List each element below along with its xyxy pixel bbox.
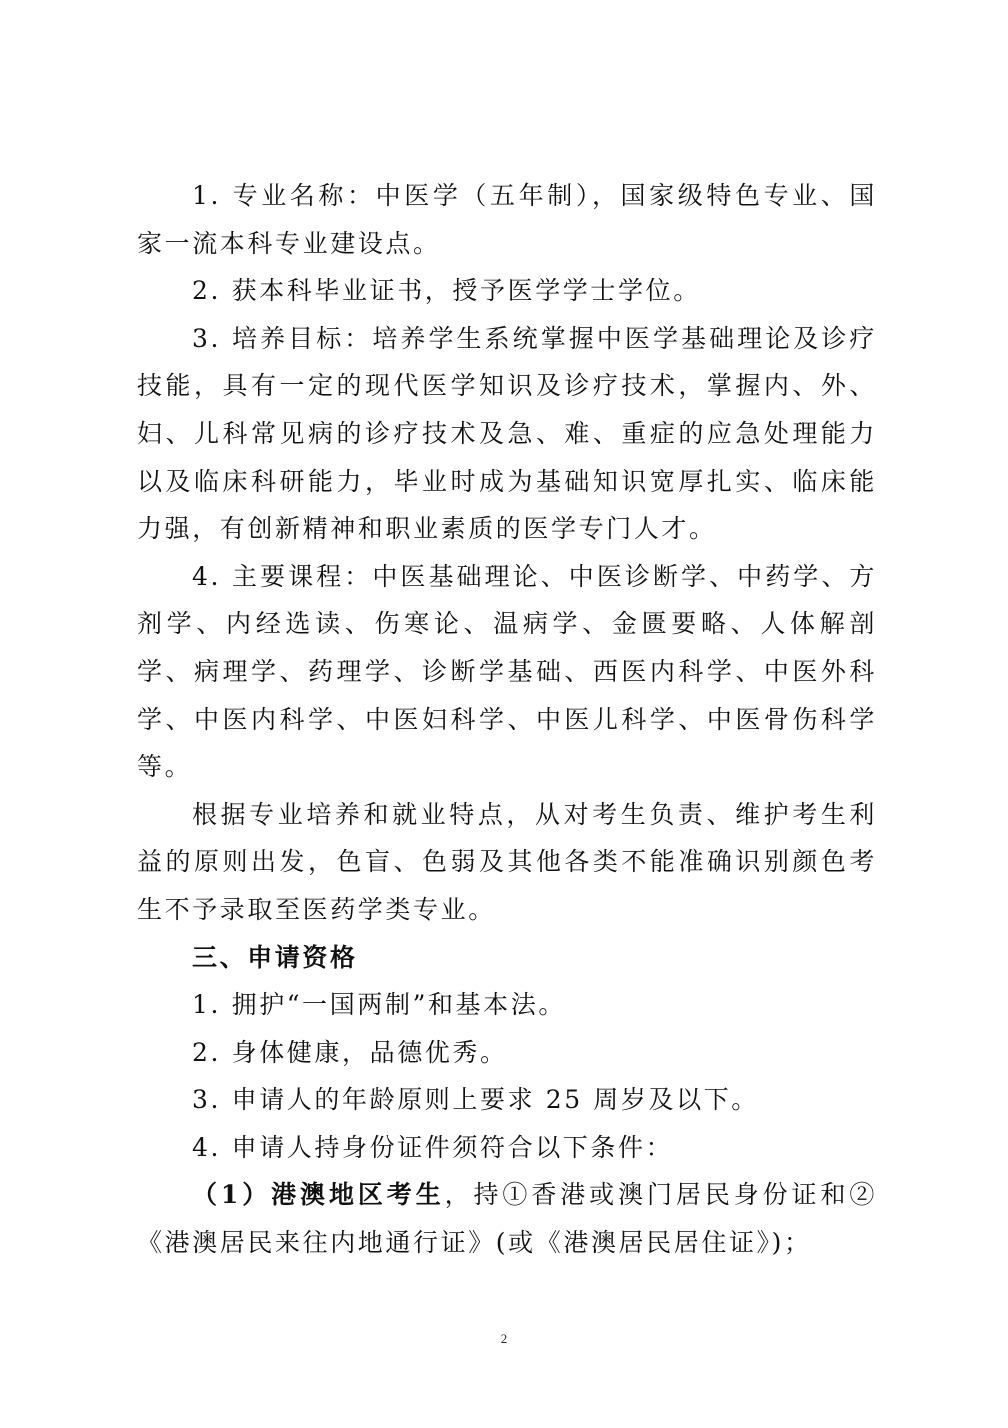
paragraph-color-vision-note: 根据专业培养和就业特点，从对考生负责、维护考生利益的原则出发，色盲、色弱及其他各类不能准确识别颜色考生不予录取至医药学类专业。 [137,799,877,924]
paragraph-training-goal: 3. 培养目标：培养学生系统掌握中医学基础理论及诊疗技能，具有一定的现代医学知识及诊疗技术，掌握内、外、妇、儿科常见病的诊疗技术及急、难、重症的应急处理能力以及临床科研能力，毕业时成为基础知识宽厚扎实、临床能力强，有创新精神和职业素质的医学专门人才。 [137,323,877,544]
hk-macao-candidates-text: ，持①香港或澳门居民身份证和②《港澳居民来往内地通行证》(或《港澳居民居住证》)； [137,1180,877,1258]
eligibility-item-2: 2. 身体健康，品德优秀。 [192,1037,508,1067]
eligibility-item-1: 1. 拥护“一国两制”和基本法。 [192,990,566,1020]
eligibility-item-3: 3. 申请人的年龄原则上要求 25 周岁及以下。 [192,1085,759,1115]
section-heading-eligibility: 三、申请资格 [192,942,358,972]
hk-macao-candidates-label: （1）港澳地区考生 [192,1180,445,1210]
hk-macao-candidates-paragraph [137,1171,877,1266]
eligibility-item-4: 4. 申请人持身份证件须符合以下条件： [192,1132,674,1162]
paragraph-main-courses: 4. 主要课程：中医基础理论、中医诊断学、中药学、方剂学、内经选读、伤寒论、温病学、金匮要略、人体解剖学、病理学、药理学、诊断学基础、西医内科学、中医外科学、中医内科学、中医妇科学、中医儿科学、中医骨伤科学等。 [137,561,877,782]
paragraph-major-name: 1. 专业名称：中医学（五年制），国家级特色专业、国家一流本科专业建设点。 [137,181,877,258]
document-body [137,172,877,1267]
paragraph-degree: 2. 获本科毕业证书，授予医学学士学位。 [192,276,701,306]
page-number: 2 [500,1331,508,1346]
